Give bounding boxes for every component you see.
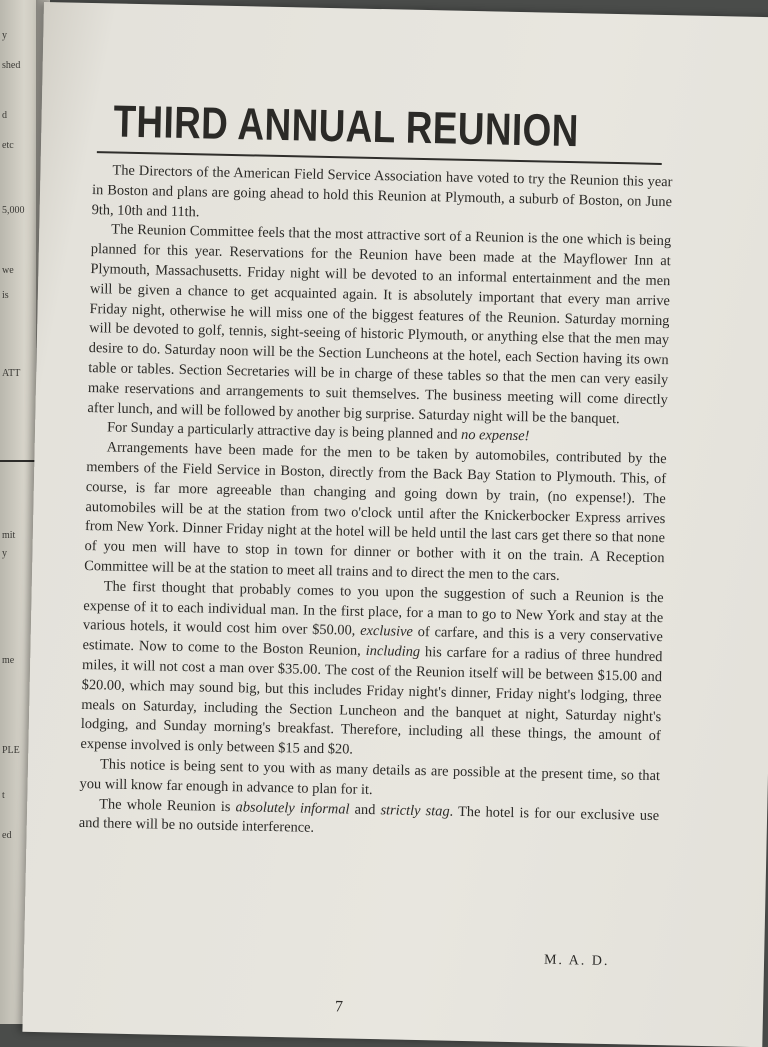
left-fragment: PLE <box>2 745 20 756</box>
paragraph-text: of carfare, and this is a very conservative estimate. Now to come to the Boston Reunion, <box>82 624 663 660</box>
paragraph: Arrangements have been made for the men to be taken by automobiles, contributed by the members of the Field Service in Boston, directly from the Back Bay Station to Plymouth. This, of course, is far more agreeable than changing and going down by train, (no expense!). The automobiles will be at the station from two o'clock until after the Knickerbocker Express arrives from New York. Dinner Friday night at the hotel will be held until the last cars get there so that none of you men will have to stop in town for dinner or bother with it on the train. A Reception Committee will be at the station to meet all trains and to direct the men to the cars. <box>84 439 667 584</box>
page-title: THIRD ANNUAL REUNION <box>112 95 580 157</box>
paragraph: This notice is being sent to you with as many details as are possible at the present time, so that you will know far enough in advance to plan for it. <box>79 756 661 798</box>
paragraph-text: his carfare for a radius of three hundred miles, it will not cost a man over $35.00. The cost of the Reunion itself will be between $15.00 and $20.00, which may sound big, but this includes Friday night's dinner, Friday night's lodging, three meals on Saturday, including the Section Luncheon and the banquet at night, Saturday night's lodging, and Sunday morning's breakfast. Therefore, including all these things, the amount of expense involved is only between $15 and $20. <box>80 644 663 758</box>
paragraph-text: The first thought that probably comes to you upon the suggestion of such a Reunion is the expense of it to each individual man. In the first place, for a man to go to New York and stay at the various hotels, it would cost him over $50.00, <box>82 578 664 640</box>
left-fragment: t <box>2 790 5 801</box>
paragraph: The Directors of the American Field Service Association have voted to try the Reunion this year in Boston and plans are going ahead to hold this Reunion at Plymouth, a suburb of Boston, on June 9th, 10th and 11th. <box>91 162 673 220</box>
left-fragment: 5,000 <box>2 205 25 216</box>
left-fragment: is <box>2 290 9 301</box>
emphasis-text: no expense! <box>460 427 530 445</box>
left-fragment: shed <box>2 60 21 71</box>
article-body <box>79 161 673 846</box>
signature: M. A. D. <box>543 952 610 970</box>
emphasis-text: absolutely informal <box>235 798 350 818</box>
document-page <box>22 2 768 1047</box>
emphasis-text: strictly stag <box>380 801 450 820</box>
left-fragment: ATT <box>2 368 21 379</box>
paragraph-text: The whole Reunion is <box>99 795 236 815</box>
paragraph-text: For Sunday a particularly attractive day is being planned and <box>106 419 462 444</box>
left-fragment: me <box>2 655 15 666</box>
left-fragment: ed <box>2 830 12 841</box>
paragraph <box>80 577 664 767</box>
emphasis-text: including <box>365 643 421 661</box>
left-fragment: we <box>2 265 14 276</box>
paragraph: The Reunion Committee feels that the most attractive sort of a Reunion is the one which is being planned for this year. Reservations for the Reunion have been made at the Mayflower Inn at Plymouth, Massachusetts. Friday night will be devoted to an informal entertainment and the men will be given a chance to get acquainted again. It is absolutely important that every man arrive Friday night, otherwise he will miss one of the biggest features of the Reunion. Saturday morning will be devoted to golf, tennis, sight-seeing of historic Plymouth, or anything else that the men may desire to do. Saturday noon will be the Section Luncheons at the hotel, each Section having its own table or tables. Section Secretaries will be in charge of these tables so that the men can very easily make reservations and arrangements to suit themselves. The business meeting will come directly after lunch, and will be followed by another big surprise. Saturday night will be the banquet. <box>87 221 672 427</box>
left-fragment: y <box>2 30 7 41</box>
page-number: 7 <box>334 998 344 1016</box>
emphasis-text: exclusive <box>359 623 414 641</box>
paragraph-text: . The hotel is for our exclusive use and there will be no outside interference. <box>78 803 660 837</box>
paragraph-text: and <box>349 801 381 818</box>
left-fragment: y <box>2 548 7 559</box>
left-fragment: d <box>2 110 7 121</box>
left-fragment: mit <box>2 530 16 541</box>
left-fragment: etc <box>2 140 14 151</box>
